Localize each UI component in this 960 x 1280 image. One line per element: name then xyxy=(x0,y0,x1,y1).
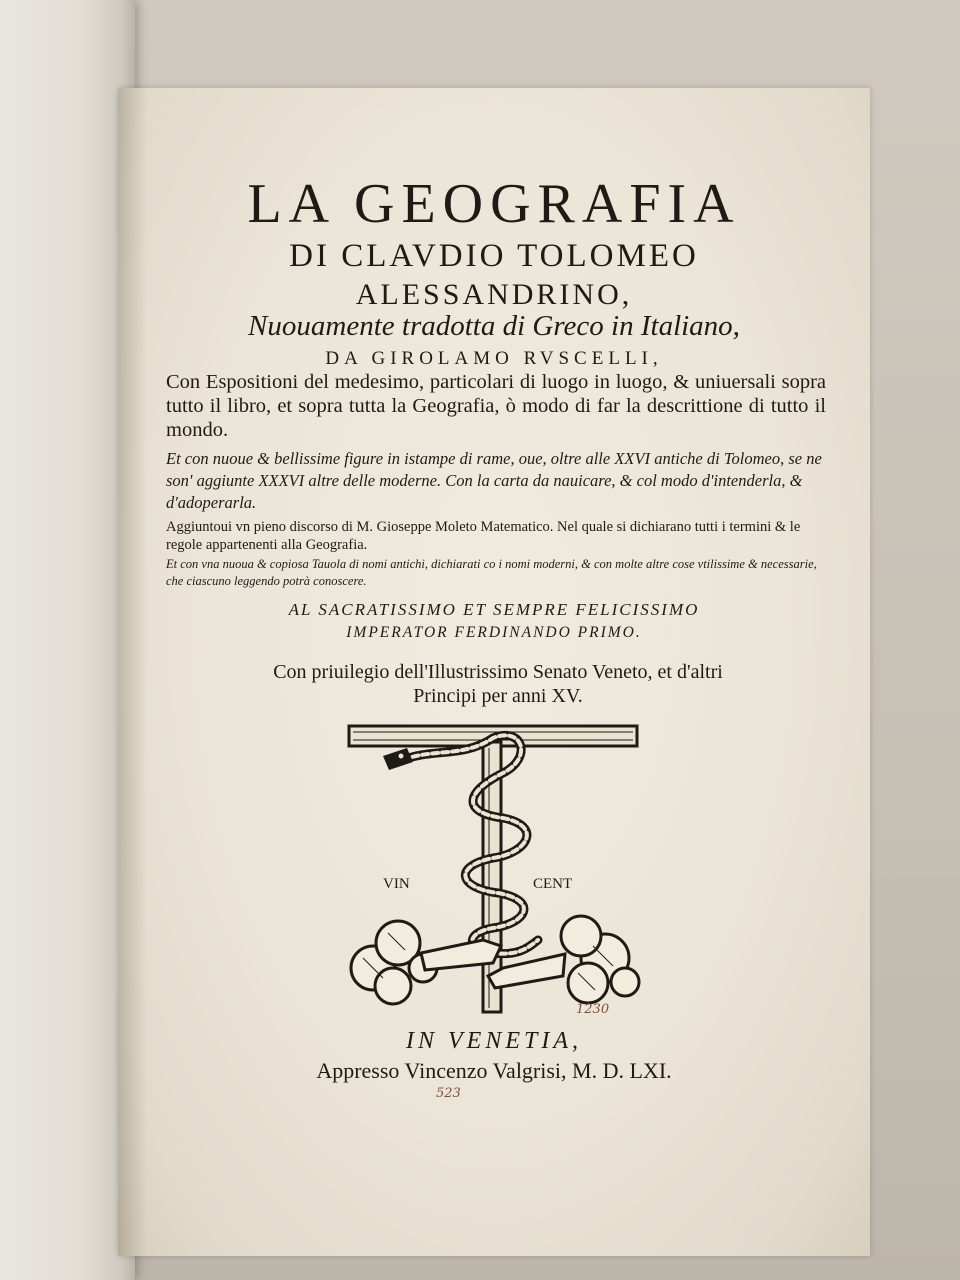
subtitle-line: Nuouamente tradotta di Greco in Italiano, xyxy=(248,310,740,342)
imprint-city: IN VENETIA, xyxy=(406,1028,582,1054)
device-motto-right: CENT xyxy=(533,876,573,892)
discourse-paragraph: Aggiuntoui vn pieno discorso di M. Gioseppe Moleto Matematico. Nel quale si dichiarano tutti i termini & le regole appartenenti alla Geografia. xyxy=(166,519,801,553)
title-page xyxy=(118,88,870,1256)
printers-device-serpent-cross xyxy=(343,718,643,1018)
device-motto-left: VIN xyxy=(383,876,410,892)
figures-paragraph: Et con nuoue & bellissime figure in istampe di rame, oue, oltre alle XXVI antiche di Tolomeo, se ne son' aggiunte XXXVI altre delle moderne. Con la carta da nauicare, & col modo d'intenderla, & d'adoperarla. xyxy=(166,449,822,512)
privilege-text: Con priuilegio dell'Illustrissimo Senato Veneto, et d'altri Principi per anni XV. xyxy=(273,661,723,707)
left-page-edge xyxy=(0,0,135,1280)
book-title: LA GEOGRAFIA xyxy=(247,173,741,235)
author-line: DI CLAVDIO TOLOMEO xyxy=(289,238,699,274)
imprint-publisher: Appresso Vincenzo Valgrisi, M. D. LXI. xyxy=(316,1058,672,1083)
translator-line: DA GIROLAMO RVSCELLI, xyxy=(325,348,663,369)
dedication-line-2: IMPERATOR FERDINANDO PRIMO. xyxy=(346,624,642,641)
description-paragraph: Con Espositioni del medesimo, particolari di luogo in luogo, & uniuersali sopra tutto il libro, et sopra tutta la Geografia, ò modo di far la descrittione di tutto il mondo. xyxy=(166,371,826,441)
handwritten-note-2: 523 xyxy=(436,1086,461,1101)
index-paragraph: Et con vna nuoua & copiosa Tauola di nomi antichi, dichiarati co i nomi moderni, & con molte altre cose vtilissime & necessarie, che ciascuno leggendo potrà conoscere. xyxy=(166,557,817,588)
dedication-line-1: AL SACRATISSIMO ET SEMPRE FELICISSIMO xyxy=(288,600,700,619)
origin-line: ALESSANDRINO, xyxy=(355,278,633,311)
handwritten-note-1: 1230 xyxy=(576,1002,610,1017)
